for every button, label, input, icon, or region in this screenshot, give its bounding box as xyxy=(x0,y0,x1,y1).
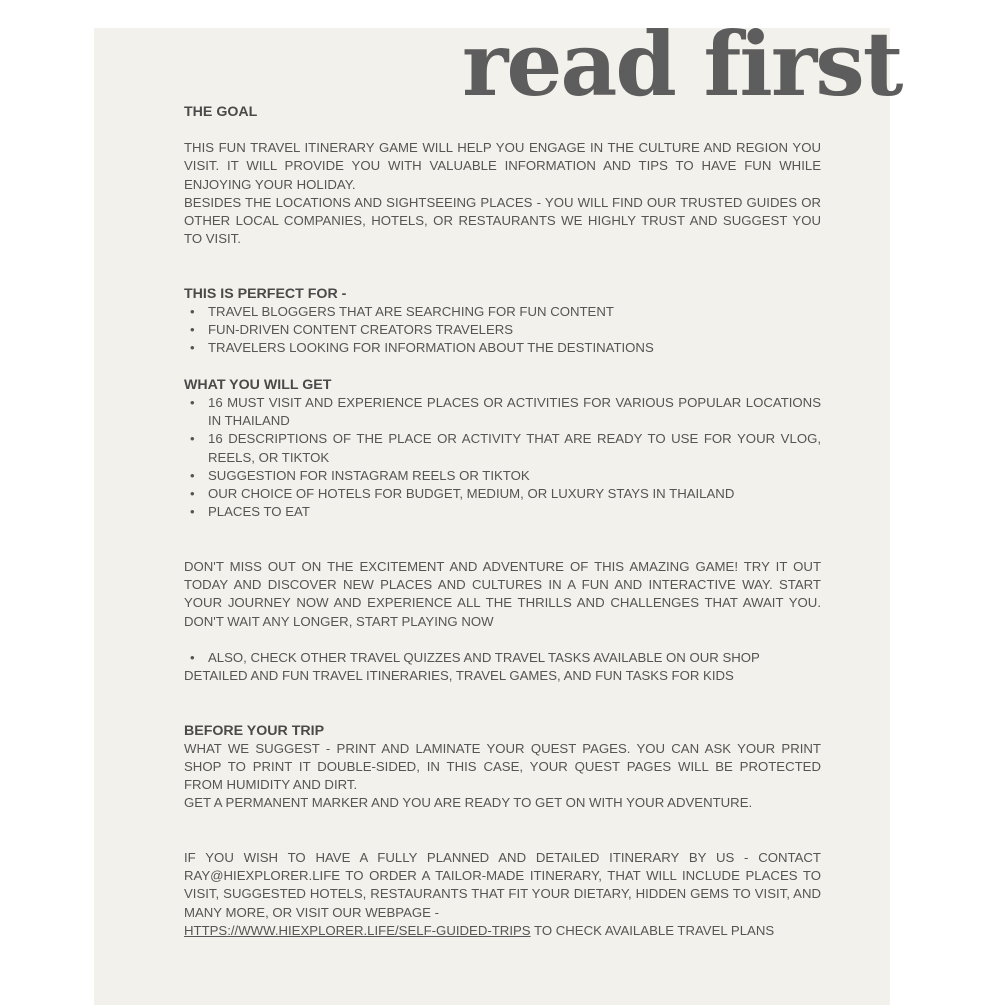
webpage-link[interactable]: HTTPS://WWW.HIEXPLORER.LIFE/SELF-GUIDED-TRIPS xyxy=(184,922,531,938)
what-you-get-list xyxy=(184,394,821,522)
contact-link-suffix: TO CHECK AVAILABLE TRAVEL PLANS xyxy=(530,922,775,938)
list-item: • TRAVELERS LOOKING FOR INFORMATION ABOUT THE DESTINATIONS xyxy=(184,339,821,357)
goal-paragraph-1: THIS FUN TRAVEL ITINERARY GAME WILL HELP YOU ENGAGE IN THE CULTURE AND REGION YOU VISIT. IT WILL PROVIDE YOU WITH VALUABLE INFORMATION AND TIPS TO HAVE FUN WHILE ENJOYING YOUR HOLIDAY. xyxy=(184,140,821,192)
list-item: • SUGGESTION FOR INSTAGRAM REELS OR TIKTOK xyxy=(184,467,821,485)
list-item: • PLACES TO EAT xyxy=(184,503,821,521)
page-title: read first xyxy=(462,12,902,116)
list-item: • FUN-DRIVEN CONTENT CREATORS TRAVELERS xyxy=(184,321,821,339)
goal-paragraph-2: BESIDES THE LOCATIONS AND SIGHTSEEING PLACES - YOU WILL FIND OUR TRUSTED GUIDES OR OTHER LOCAL COMPANIES, HOTELS, OR RESTAURANTS WE HIGHLY TRUST AND SUGGEST YOU TO VISIT. xyxy=(184,194,821,247)
promo-list xyxy=(184,649,821,667)
goal-heading: THE GOAL xyxy=(184,104,258,120)
what-you-get-heading: WHAT YOU WILL GET xyxy=(184,376,332,393)
promo-paragraph: DON'T MISS OUT ON THE EXCITEMENT AND ADVENTURE OF THIS AMAZING GAME! TRY IT OUT TODAY AND DISCOVER NEW PLACES AND CULTURES IN A FUN AND INTERACTIVE WAY. START YOUR JOURNEY NOW AND EXPERIENCE ALL THE THRILLS AND CHALLENGES THAT AWAIT YOU. DON'T WAIT ANY LONGER, START PLAYING NOW xyxy=(184,558,821,629)
perfect-for-list xyxy=(184,303,821,358)
document-content xyxy=(184,103,821,940)
list-item: • TRAVEL BLOGGERS THAT ARE SEARCHING FOR FUN CONTENT xyxy=(184,303,821,321)
before-trip-heading: BEFORE YOUR TRIP xyxy=(184,722,325,739)
list-item: • 16 MUST VISIT AND EXPERIENCE PLACES OR ACTIVITIES FOR VARIOUS POPULAR LOCATIONS IN THAILAND xyxy=(184,394,821,431)
contact-paragraph xyxy=(184,849,821,940)
before-trip-paragraph-2: GET A PERMANENT MARKER AND YOU ARE READY TO GET ON WITH YOUR ADVENTURE. xyxy=(184,795,753,811)
list-item: • OUR CHOICE OF HOTELS FOR BUDGET, MEDIUM, OR LUXURY STAYS IN THAILAND xyxy=(184,485,821,503)
perfect-for-heading: THIS IS PERFECT FOR - xyxy=(184,285,347,302)
document-page xyxy=(94,12,902,1005)
list-item: • ALSO, CHECK OTHER TRAVEL QUIZZES AND TRAVEL TASKS AVAILABLE ON OUR SHOP xyxy=(184,649,821,667)
contact-text: IF YOU WISH TO HAVE A FULLY PLANNED AND DETAILED ITINERARY BY US - CONTACT RAY@HIEXPLORER.LIFE TO ORDER A TAILOR-MADE ITINERARY, THAT WILL INCLUDE PLACES TO VISIT, SUGGESTED HOTELS, RESTAURANTS THAT FIT YOUR DIETARY, HIDDEN GEMS TO VISIT, AND MANY MORE, OR VISIT OUR WEBPAGE - xyxy=(184,849,821,920)
promo-line-2: DETAILED AND FUN TRAVEL ITINERARIES, TRAVEL GAMES, AND FUN TASKS FOR KIDS xyxy=(184,668,734,684)
before-trip-paragraph-1: WHAT WE SUGGEST - PRINT AND LAMINATE YOUR QUEST PAGES. YOU CAN ASK YOUR PRINT SHOP TO PRINT IT DOUBLE-SIDED, IN THIS CASE, YOUR QUEST PAGES WILL BE PROTECTED FROM HUMIDITY AND DIRT. xyxy=(184,740,821,793)
list-item: • 16 DESCRIPTIONS OF THE PLACE OR ACTIVITY THAT ARE READY TO USE FOR YOUR VLOG, REELS, OR TIKTOK xyxy=(184,430,821,467)
